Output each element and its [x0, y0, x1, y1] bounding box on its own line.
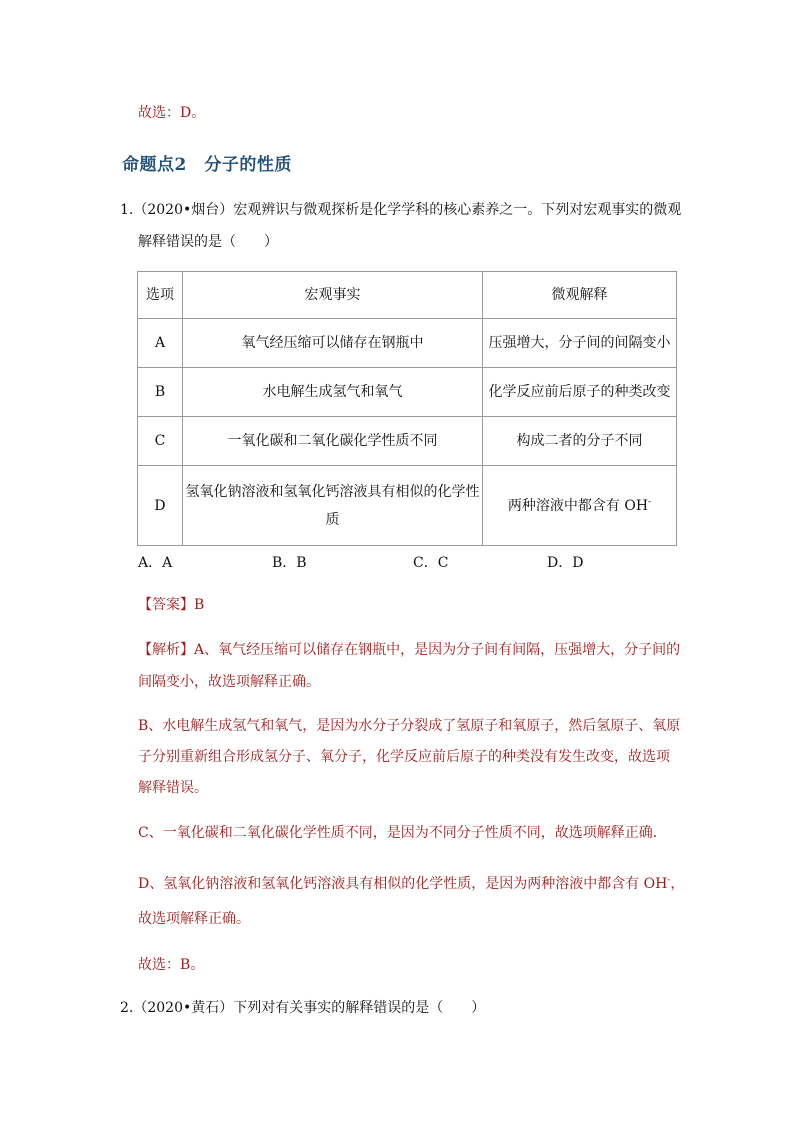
previous-answer: 故选：D。	[138, 105, 206, 121]
header-explanation: 微观解释	[483, 272, 677, 319]
question-stem: 宏观辨识与微观探析是化学学科的核心素养之一。下列对宏观事实的微观	[233, 202, 682, 218]
superscript: -	[667, 875, 671, 886]
option-cell: A	[138, 319, 183, 368]
table-row	[138, 417, 677, 466]
question-source: （2020•烟台）	[133, 202, 234, 218]
choice-b[interactable]: B．B	[272, 555, 307, 571]
superscript: -	[648, 496, 652, 507]
question-source: （2020•黄石）	[133, 1000, 234, 1016]
analysis-a-line2: 间隔变小，故选项解释正确。	[138, 674, 320, 690]
explanation-cell: 压强增大，分子间的间隔变小	[483, 319, 677, 368]
final-answer: 故选：B。	[138, 957, 205, 973]
answer-value: B	[194, 597, 205, 613]
table-row	[138, 466, 677, 546]
analysis-a-line1: 【解析】A、氧气经压缩可以储存在钢瓶中，是因为分子间有间隔，压强增大，分子间的	[138, 642, 681, 658]
explanation-cell: 化学反应前后原子的种类改变	[483, 368, 677, 417]
analysis-b-line2: 子分别重新组合形成氢分子、氧分子，化学反应前后原子的种类没有发生改变，故选项	[138, 749, 670, 765]
fact-cell	[183, 466, 483, 546]
header-option: 选项	[138, 272, 183, 319]
header-fact: 宏观事实	[183, 272, 483, 319]
fact-cell: 氧气经压缩可以储存在钢瓶中	[183, 319, 483, 368]
question-number: 2.	[120, 1000, 134, 1016]
fact-cell: 水电解生成氢气和氧气	[183, 368, 483, 417]
analysis-c: C、一氧化碳和二氧化碳化学性质不同，是因为不同分子性质不同，故选项解释正确．	[138, 825, 667, 841]
answer-label: 【答案】	[138, 597, 194, 613]
fact-line: 氢氧化钠溶液和氢氧化钙溶液具有相似的化学性	[185, 483, 480, 500]
choice-a[interactable]: A．A	[138, 555, 173, 571]
choice-c[interactable]: C．C	[413, 555, 449, 571]
answer	[138, 595, 204, 615]
analysis-label: 【解析】	[138, 642, 194, 658]
option-cell: B	[138, 368, 183, 417]
table-row	[138, 368, 677, 417]
question-1-stem-line1	[120, 200, 681, 220]
question-stem: 下列对有关事实的解释错误的是（ ）	[233, 1000, 486, 1016]
analysis-b-line3: 解释错误。	[138, 780, 208, 796]
table-header-row	[138, 272, 677, 319]
option-cell: D	[138, 466, 183, 546]
analysis-b-line1: B、水电解生成氢气和氧气，是因为水分子分裂成了氢原子和氧原子，然后氢原子、氧原	[138, 718, 681, 734]
fact-cell: 一氧化碳和二氧化碳化学性质不同	[183, 417, 483, 466]
section-heading: 命题点2 分子的性质	[122, 155, 292, 175]
question-2-stem	[120, 998, 485, 1018]
choice-d[interactable]: D．D	[547, 555, 584, 571]
question-1-stem-line2: 解释错误的是（ ）	[138, 234, 278, 250]
option-cell: C	[138, 417, 183, 466]
analysis-d-line1: D、氢氧化钠溶液和氢氧化钙溶液具有相似的化学性质，是因为两种溶液中都含有 OH-，	[138, 875, 685, 892]
explanation-cell: 构成二者的分子不同	[483, 417, 677, 466]
explanation-cell: 两种溶液中都含有 OH-	[483, 466, 677, 546]
table-row	[138, 319, 677, 368]
analysis-d-line2: 故选项解释正确。	[138, 911, 250, 927]
question-number: 1.	[120, 202, 134, 218]
options-table	[137, 271, 677, 546]
fact-line: 质	[325, 511, 340, 528]
